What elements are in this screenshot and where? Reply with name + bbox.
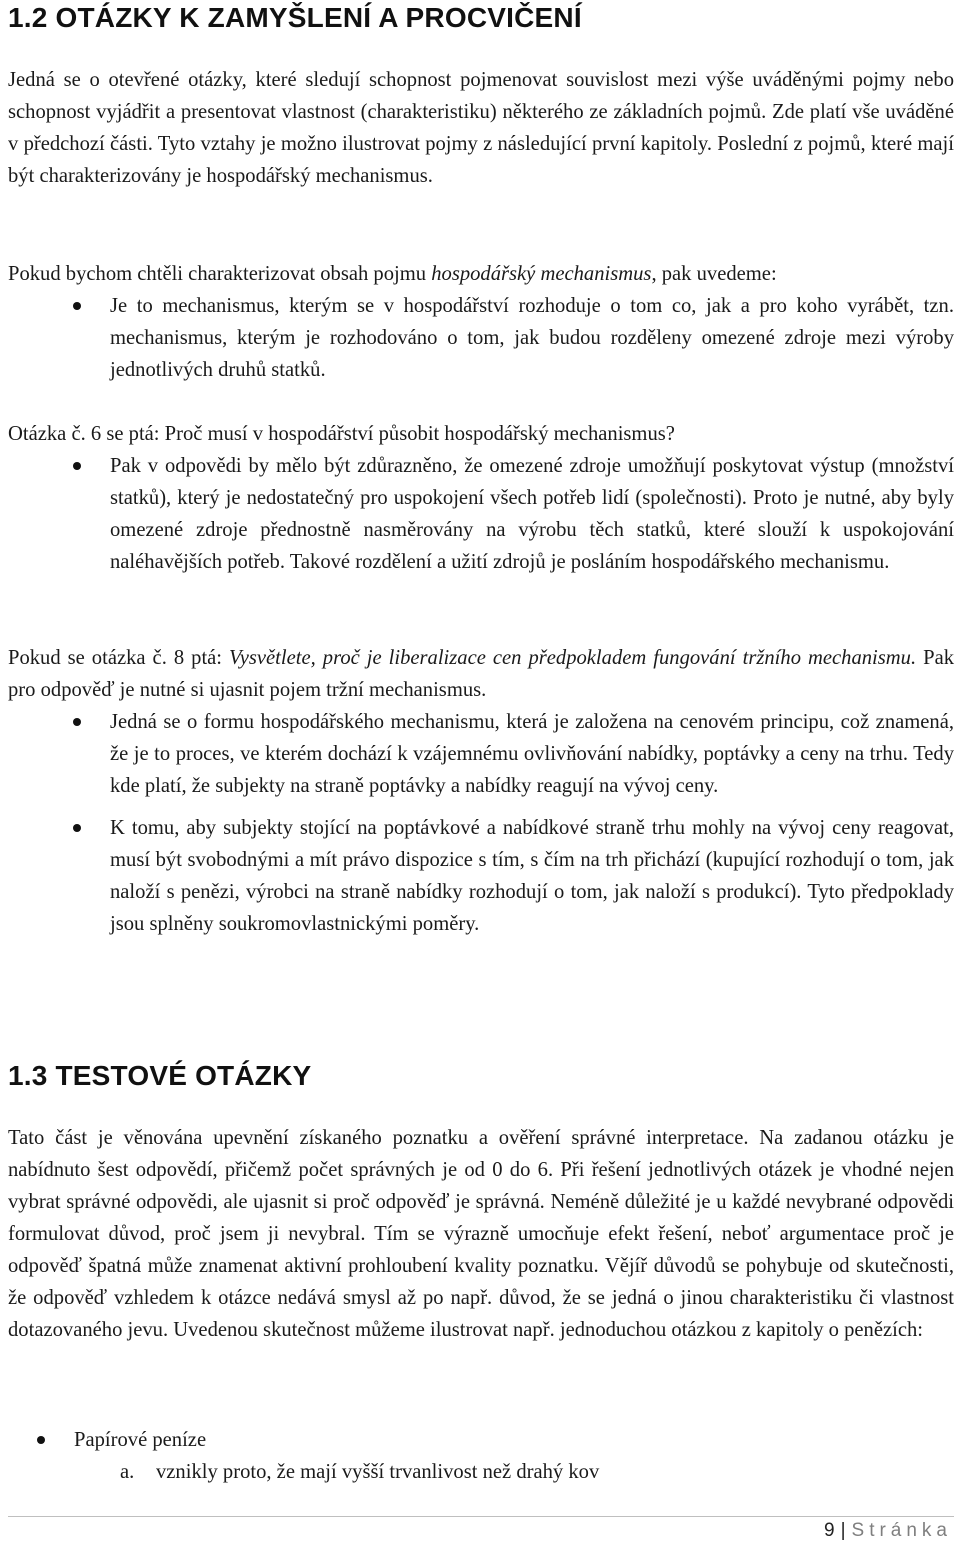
example-list-item [0, 1424, 206, 1456]
mechanism-paragraph [8, 258, 954, 290]
question-8-paragraph [8, 642, 954, 706]
italic-question: Vysvětlete, proč je liberalizace cen předpokladem fungování tržního mechanismu. [229, 647, 917, 669]
list-item-text: Je to mechanismus, kterým se v hospodářství rozhoduje o tom co, jak a pro koho vyrábět, tzn. mechanismus, kterým je rozhodováno o tom, jak budou rozděleny omezené zdroje mezi výroby jednotlivých druhů statků. [110, 295, 954, 381]
text-run: Pokud se otázka č. 8 ptá: [8, 647, 230, 669]
italic-term: hospodářský mechanismus [431, 263, 652, 285]
page-number: 9 [824, 1520, 835, 1541]
bullet-icon [73, 718, 81, 726]
page-footer [824, 1520, 952, 1542]
bullet-icon [37, 1436, 45, 1444]
test-questions-paragraph: Tato část je věnována upevnění získaného poznatku a ověření správné interpretace. Na zadanou otázku je nabídnuto šest odpovědí, přičemž počet správných je od 0 do 6. Při řešení jednotlivých otázek je vhodné nejen vybrat správné odpovědi, ale ujasnit si proč odpověď je správná. Neméně důležité je u každé nevybrané odpovědi formulovat důvod, proč jsem ji nevybral. Tím se výrazně umocňuje efekt řešení, neboť argumentace proč je odpověď špatná může znamenat aktivní prohloubení kvality poznatku. Vějíř důvodů se pohybuje od skutečnosti, že odpověď vzhledem k otázce nedává smysl až po např. důvod, že se jedná o jinou charakteristiku či vlastnost dotazovaného jevu. Uvedenou skutečnost můžeme ilustrovat např. jednoduchou otázkou z kapitoly o penězích: [8, 1127, 954, 1341]
section-heading-1-2: 1.2 OTÁZKY K ZAMYŠLENÍ A PROCVIČENÍ [8, 2, 582, 33]
bullet-icon [73, 462, 81, 470]
bullet-icon [73, 302, 81, 310]
section-heading-1-3: 1.3 TESTOVÉ OTÁZKY [8, 1060, 312, 1091]
option-text: vznikly proto, že mají vyšší trvanlivost než drahý kov [156, 1461, 600, 1483]
intro-paragraph: Jedná se o otevřené otázky, které sledují schopnost pojmenovat souvislost mezi výše uváděnými pojmy nebo schopnost vyjádřit a presentovat vlastnost (charakteristiku) některého ze základních pojmů. Zde platí vše uváděné v předchozí části. Tyto vztahy je možno ilustrovat pojmy z následující první kapitoly. Poslední z pojmů, které mají být charakterizovány je hospodářský mechanismus. [8, 69, 954, 187]
text-run: , pak uvedeme: [651, 263, 777, 285]
list-item [0, 812, 954, 940]
footer-separator: | [840, 1520, 846, 1541]
example-option-a [120, 1456, 599, 1488]
text-run: Pokud bychom chtěli charakterizovat obsah pojmu [8, 263, 432, 285]
bullet-icon [73, 824, 81, 832]
question-6-paragraph: Otázka č. 6 se ptá: Proč musí v hospodářství působit hospodářský mechanismus? [8, 423, 675, 445]
bullet-list-2 [0, 450, 954, 578]
list-item-text: Pak v odpovědi by mělo být zdůrazněno, že omezené zdroje umožňují poskytovat výstup (množství statků), který je nedostatečný pro uspokojení všech potřeb lidí (společnosti). Proto je nutné, aby byly omezené zdroje přednostně nasměrovány na výrobu těch statků, které slouží k uspokojování naléhavějších potřeb. Takové rozdělení a užití zdrojů je posláním hospodářského mechanismu. [110, 455, 954, 573]
example-item-text: Papírové peníze [74, 1429, 207, 1451]
list-item-text: K tomu, aby subjekty stojící na poptávkové a nabídkové straně trhu mohly na vývoj ceny reagovat, musí být svobodnými a mít právo dispozice s tím, s čím na trh přichází (kupující rozhodují o tom, jak naloží s penězi, výrobci na straně nabídky rozhodují o tom, jak naloží s produkcí). Tyto předpoklady jsou splněny soukromovlastnickými poměry. [110, 817, 954, 935]
list-item [0, 290, 954, 386]
list-item-text: Jedná se o formu hospodářského mechanismu, která je založena na cenovém principu, což znamená, že je to proces, ve kterém dochází k vzájemnému ovlivňování nabídky, poptávky a ceny na trhu. Tedy kde platí, že subjekty na straně poptávky a nabídky reagují na vývoj ceny. [110, 711, 954, 797]
bullet-list-3 [0, 706, 954, 940]
footer-divider [8, 1516, 954, 1517]
text-run: Pak pro odpověď je nutné si ujasnit pojem tržní mechanismus. [8, 647, 955, 701]
list-item [0, 706, 954, 802]
bullet-list-1 [0, 290, 954, 386]
list-item [0, 450, 954, 578]
page-label: Stránka [851, 1520, 952, 1541]
option-marker: a. [120, 1461, 135, 1483]
